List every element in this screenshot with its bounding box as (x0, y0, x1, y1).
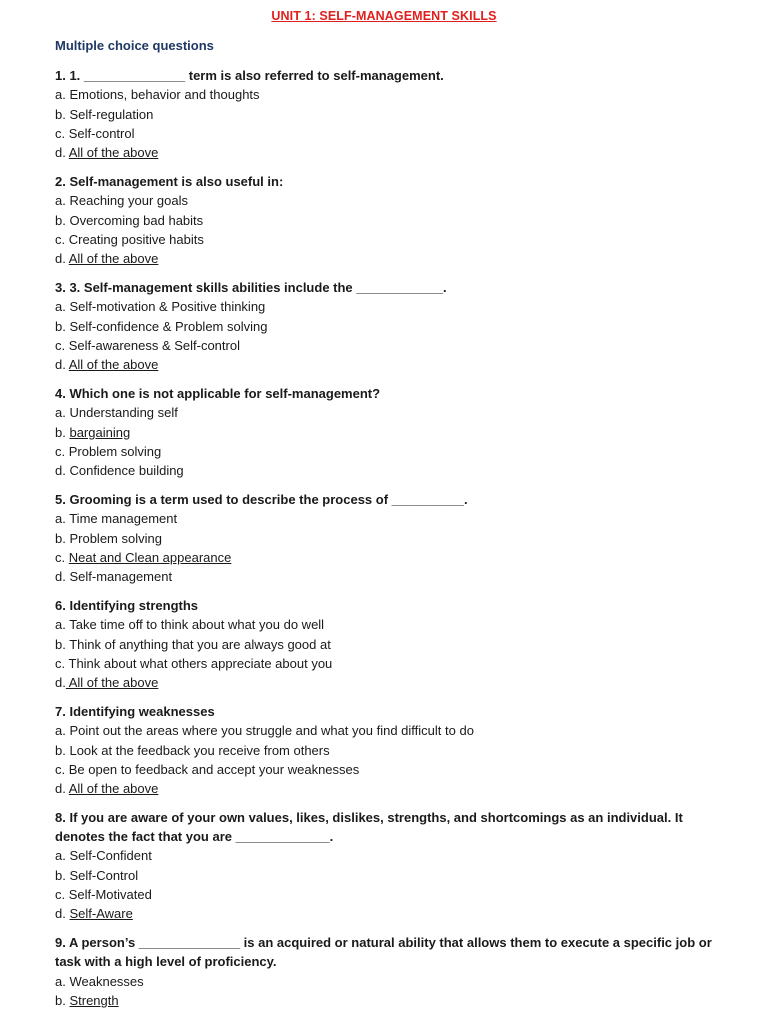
option-text: Think about what others appreciate about you (68, 655, 333, 671)
question-list (55, 66, 735, 1020)
option-text: Self-Motivated (68, 887, 152, 903)
answer-option (55, 741, 735, 760)
option-text: Problem solving (68, 443, 162, 459)
answer-option (55, 760, 735, 779)
question-item (55, 490, 735, 586)
option-letter: d. (55, 251, 69, 267)
option-letter: d. (55, 463, 70, 479)
answer-option (55, 105, 735, 124)
option-text: Self-management (69, 569, 173, 585)
option-text: Self-Confident (69, 848, 152, 864)
question-item (55, 933, 735, 1010)
option-text: Reaching your goals (69, 193, 188, 209)
option-text: Understanding self (69, 405, 178, 421)
answer-option (55, 654, 735, 673)
answer-option (55, 567, 735, 586)
question-item (55, 66, 735, 162)
answer-option (55, 904, 735, 923)
option-letter: a. (55, 511, 70, 527)
option-letter: b. (55, 424, 70, 440)
answer-option (55, 297, 735, 316)
answer-option (55, 615, 735, 634)
option-letter: a. (55, 299, 70, 315)
option-text: Self-awareness & Self-control (68, 337, 240, 353)
answer-option (55, 509, 735, 528)
option-letter: a. (55, 193, 70, 209)
option-letter: b. (55, 106, 70, 122)
answer-option (55, 403, 735, 422)
correct-answer-text: bargaining (69, 424, 131, 440)
answer-option (55, 972, 735, 991)
correct-answer-text: All of the above (68, 781, 159, 797)
correct-answer-text: Self-Aware (69, 906, 133, 922)
answer-option (55, 635, 735, 654)
option-letter: b. (55, 867, 70, 883)
question-item (55, 702, 735, 798)
option-letter: c. (55, 549, 69, 565)
option-text: Weaknesses (69, 973, 144, 989)
answer-option (55, 779, 735, 798)
question-text: 7. Identifying weaknesses (55, 703, 215, 719)
option-text: Self-regulation (69, 106, 154, 122)
correct-answer-text: All of the above (68, 357, 159, 373)
option-text: Be open to feedback and accept your weaknesses (68, 761, 360, 777)
correct-answer-text: Strength (69, 993, 119, 1009)
option-letter: b. (55, 742, 70, 758)
option-letter: c. (55, 443, 69, 459)
option-letter: b. (55, 212, 70, 228)
correct-answer-text: All of the above (65, 675, 159, 691)
option-letter: d. (55, 906, 70, 922)
option-letter: c. (55, 761, 69, 777)
option-text: Creating positive habits (68, 231, 204, 247)
answer-option (55, 211, 735, 230)
option-letter: a. (55, 848, 70, 864)
question-text: 6. Identifying strengths (55, 597, 199, 613)
answer-option (55, 529, 735, 548)
option-text: Emotions, behavior and thoughts (69, 87, 260, 103)
option-text: Overcoming bad habits (69, 212, 204, 228)
option-text: Look at the feedback you receive from others (69, 742, 330, 758)
option-letter: a. (55, 973, 70, 989)
option-text: Self-Control (69, 867, 139, 883)
answer-option (55, 230, 735, 249)
option-letter: c. (55, 887, 69, 903)
option-letter: a. (55, 617, 70, 633)
option-text: Self-confidence & Problem solving (69, 318, 268, 334)
question-text: 9. A person’s ______________ is an acquired or natural ability that allows them to execute a specific job or task with a high level of proficiency. (55, 935, 716, 970)
answer-option (55, 866, 735, 885)
answer-option (55, 336, 735, 355)
option-text: Think of anything that you are always good at (69, 636, 331, 652)
option-text: Time management (69, 511, 178, 527)
option-letter: a. (55, 723, 70, 739)
option-letter: a. (55, 87, 70, 103)
answer-option (55, 191, 735, 210)
answer-option (55, 85, 735, 104)
answer-option (55, 846, 735, 865)
answer-option (55, 885, 735, 904)
answer-option (55, 461, 735, 480)
option-letter: c. (55, 655, 69, 671)
question-text: 8. If you are aware of your own values, likes, dislikes, strengths, and shortcomings as an individual. It denotes the fact that you are _____________. (55, 809, 687, 845)
question-text: 5. Grooming is a term used to describe the process of __________. (55, 491, 468, 507)
question-text: 1. 1. ______________ term is also referred to self-management. (55, 68, 444, 83)
option-letter: c. (55, 231, 69, 247)
section-heading: Multiple choice questions (55, 38, 214, 53)
correct-answer-text: Neat and Clean appearance (68, 549, 232, 565)
question-item (55, 384, 735, 480)
option-letter: b. (55, 530, 70, 546)
option-letter: d. (55, 781, 69, 797)
question-item (55, 278, 735, 374)
option-text: Take time off to think about what you do well (69, 617, 325, 633)
correct-answer-text: All of the above (68, 251, 159, 267)
question-item (55, 596, 735, 692)
answer-option (55, 442, 735, 461)
answer-option (55, 548, 735, 567)
option-text: Self-control (68, 125, 135, 141)
answer-option (55, 991, 735, 1010)
option-letter: b. (55, 636, 70, 652)
option-letter: b. (55, 318, 70, 334)
question-item (55, 172, 735, 268)
question-text: 2. Self-management is also useful in: (55, 173, 284, 189)
answer-option (55, 249, 735, 268)
document-title: UNIT 1: SELF-MANAGEMENT SKILLS (271, 9, 497, 23)
option-letter: a. (55, 405, 70, 421)
answer-option (55, 317, 735, 336)
option-letter: d. (55, 675, 66, 691)
question-text: 4. Which one is not applicable for self-management? (55, 385, 381, 401)
option-text: Point out the areas where you struggle and what you find difficult to do (69, 723, 474, 739)
answer-option (55, 124, 735, 143)
option-letter: d. (55, 569, 70, 585)
question-item (55, 808, 735, 924)
option-letter: b. (55, 993, 70, 1009)
answer-option (55, 143, 735, 162)
answer-option (55, 423, 735, 442)
option-letter: d. (55, 357, 69, 373)
answer-option (55, 721, 735, 740)
option-letter: d. (55, 145, 69, 161)
answer-option (55, 673, 735, 692)
option-text: Self-motivation & Positive thinking (69, 299, 266, 315)
option-letter: c. (55, 337, 69, 353)
option-text: Confidence building (69, 463, 184, 479)
answer-option (55, 355, 735, 374)
option-text: Problem solving (69, 530, 162, 546)
correct-answer-text: All of the above (68, 145, 159, 161)
option-letter: c. (55, 125, 69, 141)
question-text: 3. 3. Self-management skills abilities include the ____________. (55, 279, 447, 295)
